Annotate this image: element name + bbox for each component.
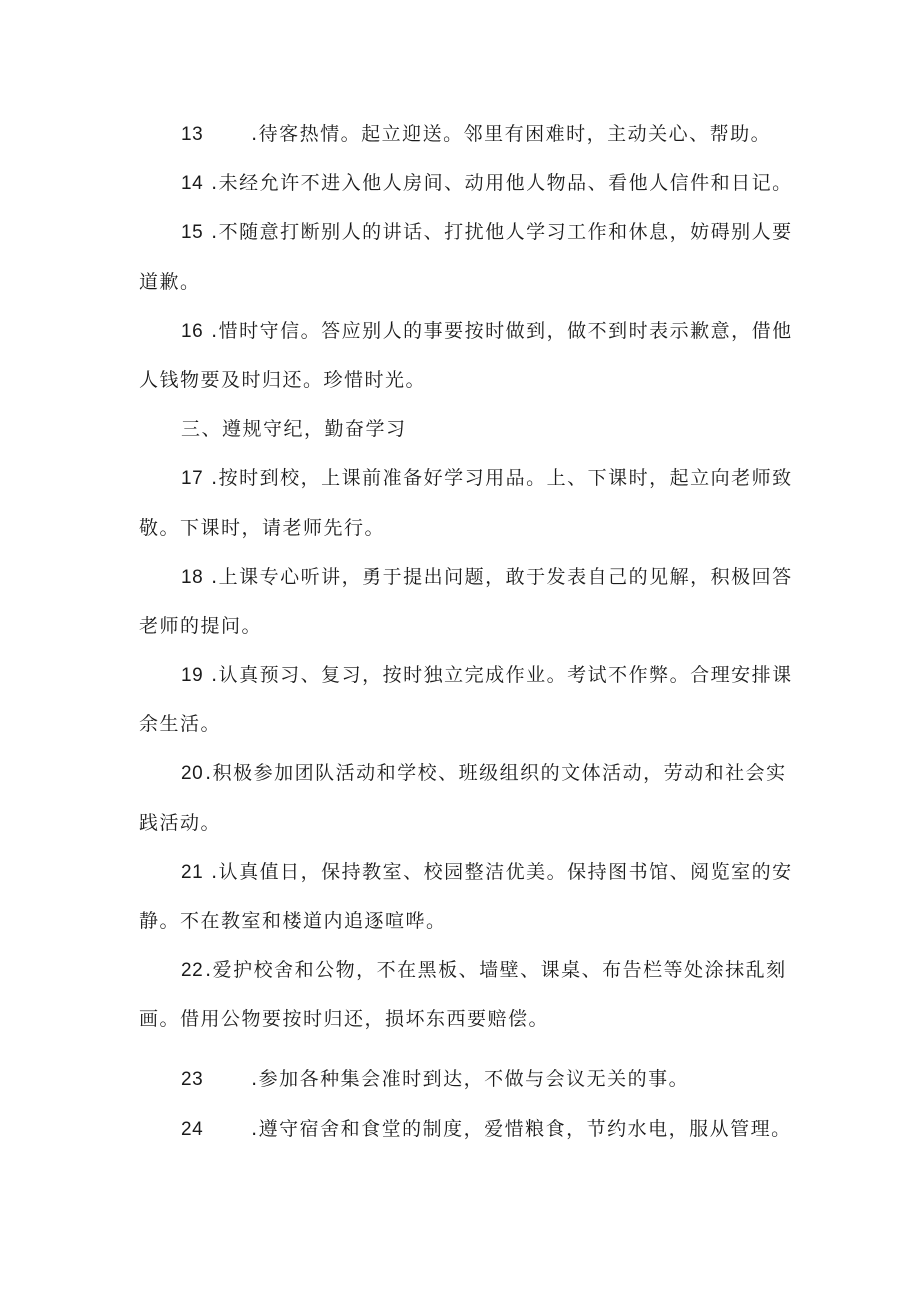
item-number: 17 bbox=[181, 468, 204, 489]
rule-item-15 bbox=[181, 220, 793, 245]
item-text: .未经允许不进入他人房间、动用他人物品、看他人信件和日记。 bbox=[211, 172, 793, 194]
item-number: 23 bbox=[181, 1069, 204, 1090]
rule-item-21-continuation: 静。不在教室和楼道内追逐喧哗。 bbox=[139, 910, 447, 932]
rule-item-19-continuation: 余生活。 bbox=[139, 713, 222, 735]
rule-item-15-continuation: 道歉。 bbox=[139, 271, 201, 293]
rule-item-20-continuation: 践活动。 bbox=[139, 812, 222, 834]
rule-item-19 bbox=[181, 663, 793, 688]
item-number: 21 bbox=[181, 862, 204, 883]
item-text: .爱护校舍和公物，不在黑板、墙壁、课桌、布告栏等处涂抹乱刻 bbox=[205, 959, 787, 981]
item-text: .参加各种集会准时到达，不做与会议无关的事。 bbox=[251, 1068, 690, 1090]
rule-item-17-continuation: 敬。下课时，请老师先行。 bbox=[139, 517, 386, 539]
item-text: .上课专心听讲，勇于提出问题，敢于发表自己的见解，积极回答 bbox=[211, 566, 793, 588]
item-number: 15 bbox=[181, 222, 204, 243]
rule-item-17 bbox=[181, 466, 793, 491]
item-text: .认真预习、复习，按时独立完成作业。考试不作弊。合理安排课 bbox=[211, 664, 793, 686]
item-number: 19 bbox=[181, 665, 204, 686]
rule-item-16-continuation: 人钱物要及时归还。珍惜时光。 bbox=[139, 369, 427, 391]
item-number: 20 bbox=[181, 763, 204, 784]
item-text: .积极参加团队活动和学校、班级组织的文体活动，劳动和社会实 bbox=[205, 762, 787, 784]
rule-item-23 bbox=[181, 1067, 689, 1092]
item-number: 22 bbox=[181, 960, 204, 981]
item-text: .待客热情。起立迎送。邻里有困难时，主动关心、帮助。 bbox=[251, 123, 772, 145]
rule-item-16 bbox=[181, 319, 793, 344]
item-text: .认真值日，保持教室、校园整洁优美。保持图书馆、阅览室的安 bbox=[211, 861, 793, 883]
rule-item-22-continuation: 画。借用公物要按时归还，损坏东西要赔偿。 bbox=[139, 1008, 550, 1030]
rule-item-24 bbox=[181, 1117, 792, 1142]
item-text: .遵守宿舍和食堂的制度，爱惜粮食，节约水电，服从管理。 bbox=[251, 1118, 792, 1140]
item-number: 14 bbox=[181, 173, 204, 194]
item-text: .不随意打断别人的讲话、打扰他人学习工作和休息，妨碍别人要 bbox=[211, 221, 793, 243]
item-text: .按时到校，上课前准备好学习用品。上、下课时，起立向老师致 bbox=[211, 467, 793, 489]
rule-item-13 bbox=[181, 122, 771, 147]
section-heading: 三、遵规守纪，勤奋学习 bbox=[181, 418, 407, 440]
item-text: .惜时守信。答应别人的事要按时做到，做不到时表示歉意，借他 bbox=[211, 320, 793, 342]
item-number: 13 bbox=[181, 124, 204, 145]
rule-item-18 bbox=[181, 565, 793, 590]
rule-item-22 bbox=[181, 958, 787, 983]
rule-item-21 bbox=[181, 860, 793, 885]
item-number: 18 bbox=[181, 567, 204, 588]
item-number: 24 bbox=[181, 1119, 204, 1140]
item-number: 16 bbox=[181, 321, 204, 342]
rule-item-20 bbox=[181, 761, 787, 786]
rule-item-14 bbox=[181, 171, 793, 196]
rule-item-18-continuation: 老师的提问。 bbox=[139, 615, 263, 637]
